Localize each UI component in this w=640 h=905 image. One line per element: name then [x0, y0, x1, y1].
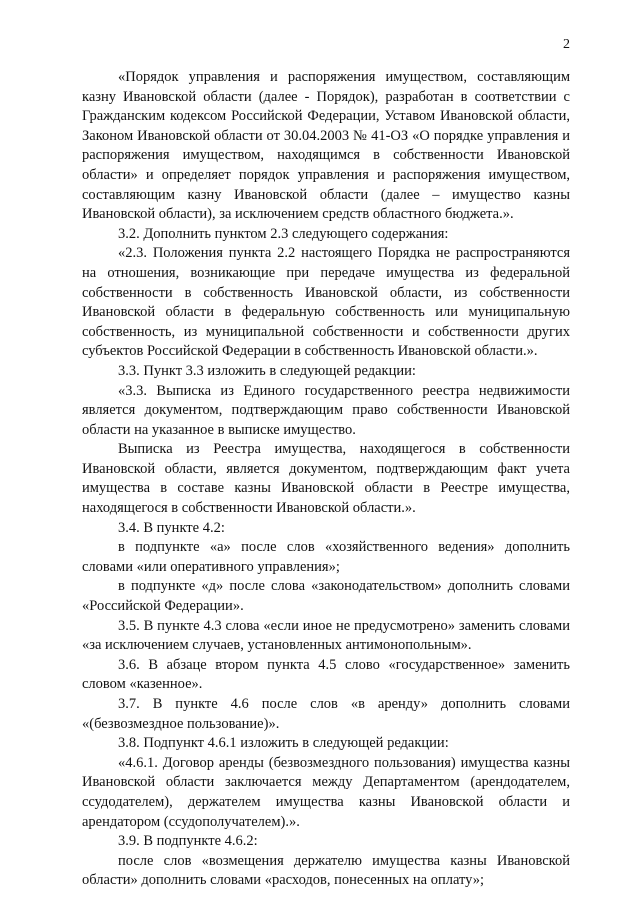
paragraph-item-3-7: 3.7. В пункте 4.6 после слов «в аренду» дополнить словами «(безвозмездное пользование)». [82, 696, 570, 732]
page-number: 2 [563, 37, 570, 52]
paragraph-subitem-4-6-2: после слов «возмещения держателю имущества казны Ивановской области» дополнить словами «расходов, понесенных на оплату»; [82, 852, 570, 889]
document-body [82, 68, 570, 891]
paragraph-item-3-2: 3.2. Дополнить пунктом 2.3 следующего содержания: [118, 225, 449, 242]
paragraph-clause-2-3: «2.3. Положения пункта 2.2 настоящего Порядка не распространяются на отношения, возникающие при передаче имущества из федеральной собственности в собственность Ивановской области, из собственности Ивановской области в федеральную собственность или муниципальную собственность, из муниципальной собственности и собственности других субъектов Российской Федерации в собственность Ивановской области.». [82, 245, 570, 360]
paragraph-item-3-5: 3.5. В пункте 4.3 слова «если иное не предусмотрено» заменить словами «за исключением случаев, установленных антимонопольным». [82, 617, 570, 654]
paragraph-item-3-8: 3.8. Подпункт 4.6.1 изложить в следующей редакции: [118, 735, 449, 752]
paragraph-item-3-3: 3.3. Пункт 3.3 изложить в следующей редакции: [118, 362, 416, 379]
paragraph-item-3-9: 3.9. В подпункте 4.6.2: [118, 833, 258, 850]
paragraph-clause-3-3: «3.3. Выписка из Единого государственного реестра недвижимости является документом, подтверждающим право собственности Ивановской области на указанное в выписке имущество. [82, 382, 570, 438]
paragraph-item-3-6: 3.6. В абзаце втором пункта 4.5 слово «государственное» заменить словом «казенное». [82, 656, 570, 693]
paragraph-item-3-4: 3.4. В пункте 4.2: [118, 519, 225, 536]
paragraph-subitem-d: в подпункте «д» после слова «законодательством» дополнить словами «Российской Федерации». [82, 578, 570, 615]
paragraph-clause-4-6-1: «4.6.1. Договор аренды (безвозмездного пользования) имущества казны Ивановской области заключается между Департаментом (арендодателем, ссудодателем), держателем имущества казны Ивановской области и арендатором (ссудополучателем).». [82, 754, 570, 830]
paragraph-subitem-a: в подпункте «а» после слов «хозяйственного ведения» дополнить словами «или оперативного управления»; [82, 539, 570, 575]
paragraph-registry-extract: Выписка из Реестра имущества, находящегося в собственности Ивановской области, является документом, подтверждающим факт учета имущества в составе казны Ивановской области в Реестре имущества, находящегося в собственности Ивановской области.». [82, 441, 570, 517]
paragraph-order-description: «Порядок управления и распоряжения имуществом, составляющим казну Ивановской области (далее - Порядок), разработан в соответствии с Гражданским кодексом Российской Федерации, Уставом Ивановской области, Законом Ивановской области от 30.04.2003 № 41-ОЗ «О порядке управления и распоряжения имуществом, находящимся в собственности Ивановской области» и определяет порядок управления и распоряжения имуществом, составляющим казну Ивановской области (далее – имущество казны Ивановской области), за исключением средств областного бюджета.». [82, 69, 570, 223]
